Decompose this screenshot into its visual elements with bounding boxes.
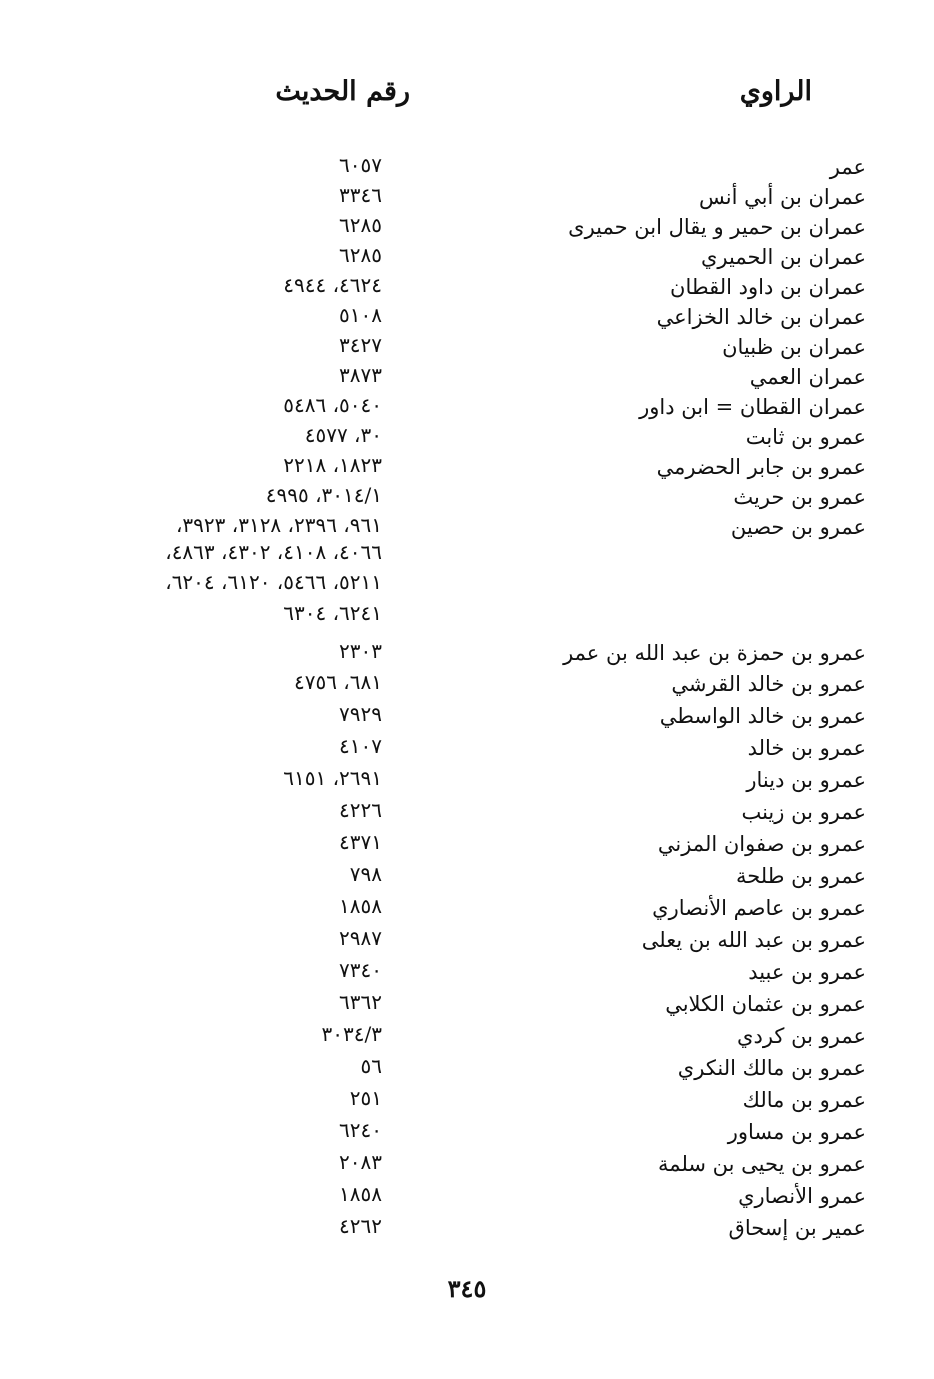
narrator-name: عمرو بن خالد bbox=[747, 736, 866, 760]
narrator-name: عمرو بن عبد الله بن يعلى bbox=[641, 928, 866, 952]
narrator-name: عمرو بن يحيى بن سلمة bbox=[658, 1152, 866, 1176]
hadith-numbers: ٢٥١ bbox=[349, 1086, 382, 1110]
hadith-numbers: ٢٦٩١، ٦١٥١ bbox=[283, 766, 382, 790]
hadith-numbers: ٣٠١٤/١، ٤٩٩٥ bbox=[265, 483, 382, 507]
hadith-numbers: ٣٤٢٧ bbox=[339, 333, 382, 357]
narrator-name: عمرو بن حمزة بن عبد الله بن عمر bbox=[563, 641, 866, 665]
narrator-name: عمران بن أبي أنس bbox=[698, 185, 866, 209]
hadith-numbers: ٦٠٥٧ bbox=[339, 153, 382, 177]
hadith-numbers: ٢٣٠٣ bbox=[339, 639, 382, 663]
hadith-numbers: ٤٣٧١ bbox=[339, 830, 382, 854]
hadith-numbers: ٤٦٢٤، ٤٩٤٤ bbox=[283, 273, 382, 297]
hadith-numbers: ٦٣٦٢ bbox=[339, 990, 382, 1014]
narrator-name: عمران بن داود القطان bbox=[670, 275, 866, 299]
narrator-name: عمران بن الحميري bbox=[701, 245, 866, 269]
hadith-numbers: ٣٣٤٦ bbox=[339, 183, 382, 207]
hadith-number-column-header: رقم الحديث bbox=[275, 76, 410, 107]
narrator-name: عمرو بن صفوان المزني bbox=[657, 832, 866, 856]
hadith-numbers: ١٨٢٣، ٢٢١٨ bbox=[283, 453, 382, 477]
hadith-numbers: ٥٦ bbox=[360, 1054, 382, 1078]
narrator-name: عمرو بن حريث bbox=[733, 485, 866, 509]
hadith-numbers: ٩٦١، ٢٣٩٦، ٣١٢٨، ٣٩٢٣، bbox=[175, 513, 382, 537]
narrator-name: عمران بن خالد الخزاعي bbox=[656, 305, 866, 329]
hadith-numbers: ٧٩٢٩ bbox=[339, 702, 382, 726]
hadith-numbers: ٤٢٦٢ bbox=[339, 1214, 382, 1238]
narrator-name: عمران بن ظبيان bbox=[722, 335, 866, 359]
page-number: ٣٤٥ bbox=[447, 1274, 487, 1303]
hadith-numbers: ٥٠٤٠، ٥٤٨٦ bbox=[283, 393, 382, 417]
narrator-name: عمير بن إسحاق bbox=[728, 1216, 866, 1240]
hadith-numbers: ٢٠٨٣ bbox=[339, 1150, 382, 1174]
hadith-numbers: ٦٢٤١، ٦٣٠٤ bbox=[283, 601, 382, 625]
hadith-numbers: ٦٢٨٥ bbox=[339, 213, 382, 237]
narrator-name: عمرو بن مساور bbox=[727, 1120, 866, 1144]
narrator-name: عمرو بن دينار bbox=[746, 768, 866, 792]
hadith-numbers: ١٨٥٨ bbox=[339, 1182, 382, 1206]
narrator-column-header: الراوي bbox=[739, 76, 812, 107]
narrator-name: عمران العمي bbox=[749, 365, 866, 389]
narrator-name: عمرو بن عثمان الكلابي bbox=[665, 992, 866, 1016]
narrator-name: عمرو بن جابر الحضرمي bbox=[656, 455, 866, 479]
narrator-name: عمرو بن مالك النكري bbox=[677, 1056, 866, 1080]
hadith-numbers: ٤١٠٧ bbox=[339, 734, 382, 758]
hadith-numbers: ٦٢٤٠ bbox=[339, 1118, 382, 1142]
narrator-name: عمرو بن طلحة bbox=[735, 864, 866, 888]
narrator-name: عمرو الأنصاري bbox=[738, 1184, 866, 1208]
hadith-numbers: ٣٠، ٤٥٧٧ bbox=[304, 423, 382, 447]
narrator-name: عمرو بن خالد القرشي bbox=[671, 672, 866, 696]
hadith-numbers: ١٨٥٨ bbox=[339, 894, 382, 918]
narrator-name: عمران القطان = ابن داور bbox=[639, 395, 866, 419]
hadith-numbers: ٥٢١١، ٥٤٦٦، ٦١٢٠، ٦٢٠٤، bbox=[165, 570, 382, 594]
narrator-name: عمرو بن كردي bbox=[737, 1024, 866, 1048]
narrator-name: عمر bbox=[829, 155, 866, 179]
hadith-numbers: ٥١٠٨ bbox=[339, 303, 382, 327]
narrator-name: عمرو بن عبيد bbox=[748, 960, 866, 984]
hadith-numbers: ٦٢٨٥ bbox=[339, 243, 382, 267]
hadith-numbers: ٣٨٧٣ bbox=[339, 363, 382, 387]
narrator-name: عمرو بن مالك bbox=[742, 1088, 866, 1112]
narrator-name: عمران بن حمير و يقال ابن حميرى bbox=[568, 215, 866, 239]
hadith-numbers: ٤٠٦٦، ٤١٠٨، ٤٣٠٢، ٤٨٦٣، bbox=[165, 540, 382, 564]
hadith-numbers: ٤٢٢٦ bbox=[339, 798, 382, 822]
narrator-name: عمرو بن زينب bbox=[741, 800, 866, 824]
narrator-name: عمرو بن خالد الواسطي bbox=[659, 704, 866, 728]
narrator-name: عمرو بن ثابت bbox=[745, 425, 866, 449]
narrator-name: عمرو بن حصين bbox=[730, 515, 866, 539]
hadith-numbers: ٢٩٨٧ bbox=[339, 926, 382, 950]
hadith-numbers: ٣٠٣٤/٣ bbox=[321, 1022, 382, 1046]
hadith-numbers: ٦٨١، ٤٧٥٦ bbox=[293, 670, 382, 694]
hadith-numbers: ٧٩٨ bbox=[349, 862, 382, 886]
hadith-numbers: ٧٣٤٠ bbox=[339, 958, 382, 982]
narrator-name: عمرو بن عاصم الأنصاري bbox=[652, 896, 866, 920]
